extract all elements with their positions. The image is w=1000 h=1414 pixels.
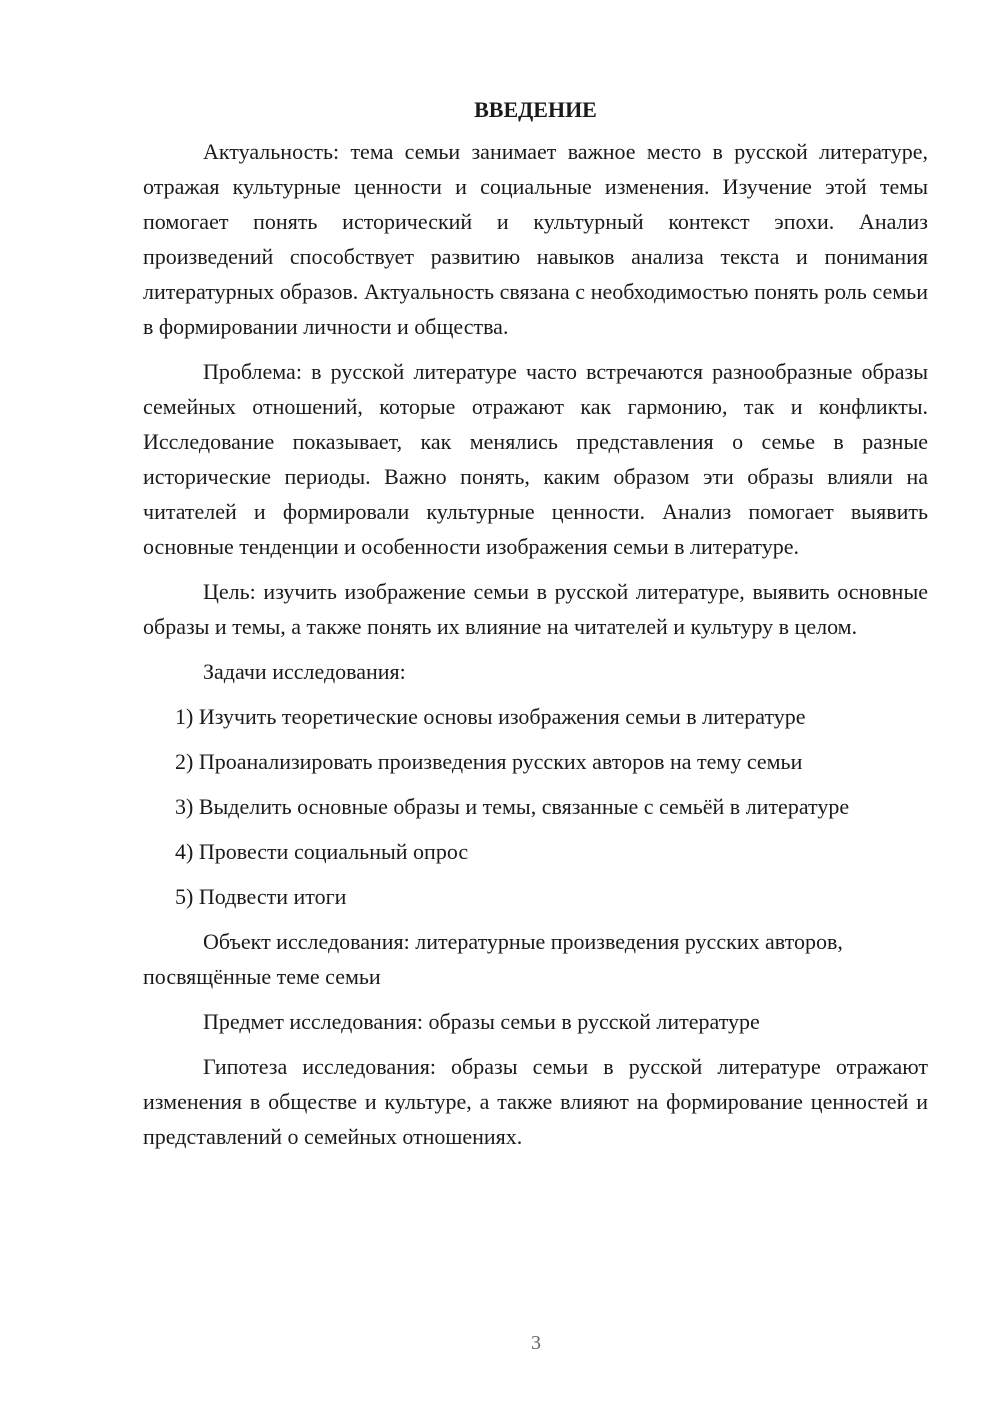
relevance-paragraph: Актуальность: тема семьи занимает важное место в русской литературе, отражая культурные ценности и социальные изменения. Изучение этой темы помогает понять исторический и культурный контекст эпохи. Анализ произведений способствует развитию навыков анализа текста и понимания литературных образов. Актуальность связана с необходимостью понять роль семьи в формировании личности и общества.	[143, 139, 928, 339]
hypothesis-paragraph: Гипотеза исследования: образы семьи в русской литературе отражают изменения в обществе и культуре, а также влияют на формирование ценностей и представлений о семейных отношениях.	[143, 1054, 928, 1149]
list-item: 2) Проанализировать произведения русских авторов на тему семьи	[175, 749, 803, 774]
document-body	[143, 92, 928, 1164]
list-item: 5) Подвести итоги	[175, 884, 347, 909]
page-number: 3	[531, 1332, 541, 1354]
subject-paragraph: Предмет исследования: образы семьи в русской литературе	[203, 1009, 760, 1034]
problem-paragraph: Проблема: в русской литературе часто встречаются разнообразные образы семейных отношений, которые отражают как гармонию, так и конфликты. Исследование показывает, как менялись представления о семье в разные исторические периоды. Важно понять, каким образом эти образы влияли на читателей и формировали культурные ценности. Анализ помогает выявить основные тенденции и особенности изображения семьи в литературе.	[143, 359, 928, 559]
list-item: 3) Выделить основные образы и темы, связанные с семьёй в литературе	[175, 794, 850, 819]
tasks-list	[143, 699, 928, 914]
goal-paragraph: Цель: изучить изображение семьи в русской литературе, выявить основные образы и темы, а также понять их влияние на читателей и культуру в целом.	[143, 579, 928, 639]
list-item: 4) Провести социальный опрос	[175, 839, 469, 864]
tasks-title: Задачи исследования:	[203, 659, 406, 684]
list-item: 1) Изучить теоретические основы изображения семьи в литературе	[175, 704, 806, 729]
object-paragraph: Объект исследования: литературные произведения русских авторов, посвящённые теме семьи	[143, 929, 843, 989]
page-title: ВВЕДЕНИЕ	[474, 97, 597, 122]
